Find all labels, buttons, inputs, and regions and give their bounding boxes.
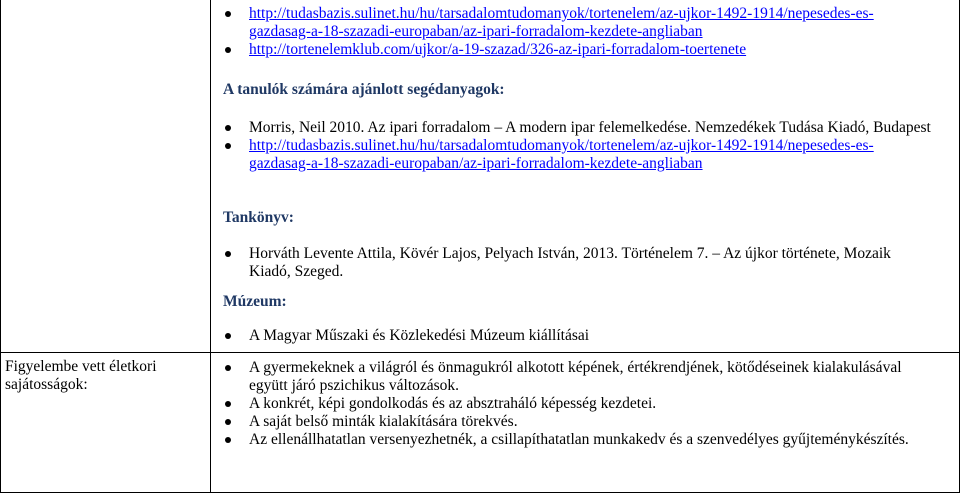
textbook-reference: Horváth Levente Attila, Kövér Lajos, Pelyach István, 2013. Történelem 7. – Az újkor története, Mozaik Kiadó, Szeged. <box>249 245 891 280</box>
book-reference: Morris, Neil 2010. Az ipari forradalom – A modern ipar felemelkedése. Nemzedékek Tudása Kiadó, Budapest <box>249 119 931 136</box>
characteristic-text: Az ellenállhatatlan versenyezhetnék, a csillapíthatatlan munkakedv és a szenvedélyes gyűjteménykészítés. <box>249 431 909 448</box>
student-materials-list <box>222 119 932 173</box>
top-links-list <box>222 5 932 59</box>
list-item <box>222 245 932 281</box>
row-divider <box>0 352 960 353</box>
list-item <box>222 119 932 137</box>
list-item <box>222 413 932 431</box>
list-item <box>222 395 932 413</box>
resource-link[interactable]: http://tudasbazis.sulinet.hu/hu/tarsadalomtudomanyok/tortenelem/az-ujkor-1492-1914/nepesedes-es-gazdasag-a-18-szazadi-europaban/az-ipari-forradalom-kezdete-angliaban <box>249 5 874 40</box>
list-item <box>222 327 932 345</box>
list-item <box>222 41 932 59</box>
age-characteristics-list <box>222 359 932 449</box>
age-characteristics-label: Figyelembe vett életkori sajátosságok: <box>5 358 157 393</box>
resource-link[interactable]: http://tortenelemklub.com/ujkor/a-19-szazad/326-az-ipari-forradalom-toertenete <box>249 41 747 58</box>
textbook-heading: Tankönyv: <box>223 209 294 226</box>
characteristic-text: A konkrét, képi gondolkodás és az absztraháló képesség kezdetei. <box>249 395 657 412</box>
student-materials-heading: A tanulók számára ajánlott segédanyagok: <box>223 81 505 98</box>
list-item <box>222 137 932 173</box>
museum-heading: Múzeum: <box>223 293 287 310</box>
resource-link[interactable]: http://tudasbazis.sulinet.hu/hu/tarsadalomtudomanyok/tortenelem/az-ujkor-1492-1914/nepesedes-es-gazdasag-a-18-szazadi-europaban/az-ipari-forradalom-kezdete-angliaban <box>249 137 874 172</box>
museum-reference: A Magyar Műszaki és Közlekedési Múzeum kiállításai <box>249 327 590 344</box>
textbook-list <box>222 245 932 281</box>
list-item <box>222 431 932 449</box>
column-divider <box>210 0 211 493</box>
characteristic-text: A gyermekeknek a világról és önmagukról alkotott képének, értékrendjének, kötődéseinek kialakulásával együtt járó pszichikus változások. <box>249 359 902 394</box>
museum-list <box>222 327 932 345</box>
list-item <box>222 359 932 395</box>
characteristic-text: A saját belső minták kialakítására törekvés. <box>249 413 518 430</box>
list-item <box>222 5 932 41</box>
table-left-border <box>0 0 1 493</box>
